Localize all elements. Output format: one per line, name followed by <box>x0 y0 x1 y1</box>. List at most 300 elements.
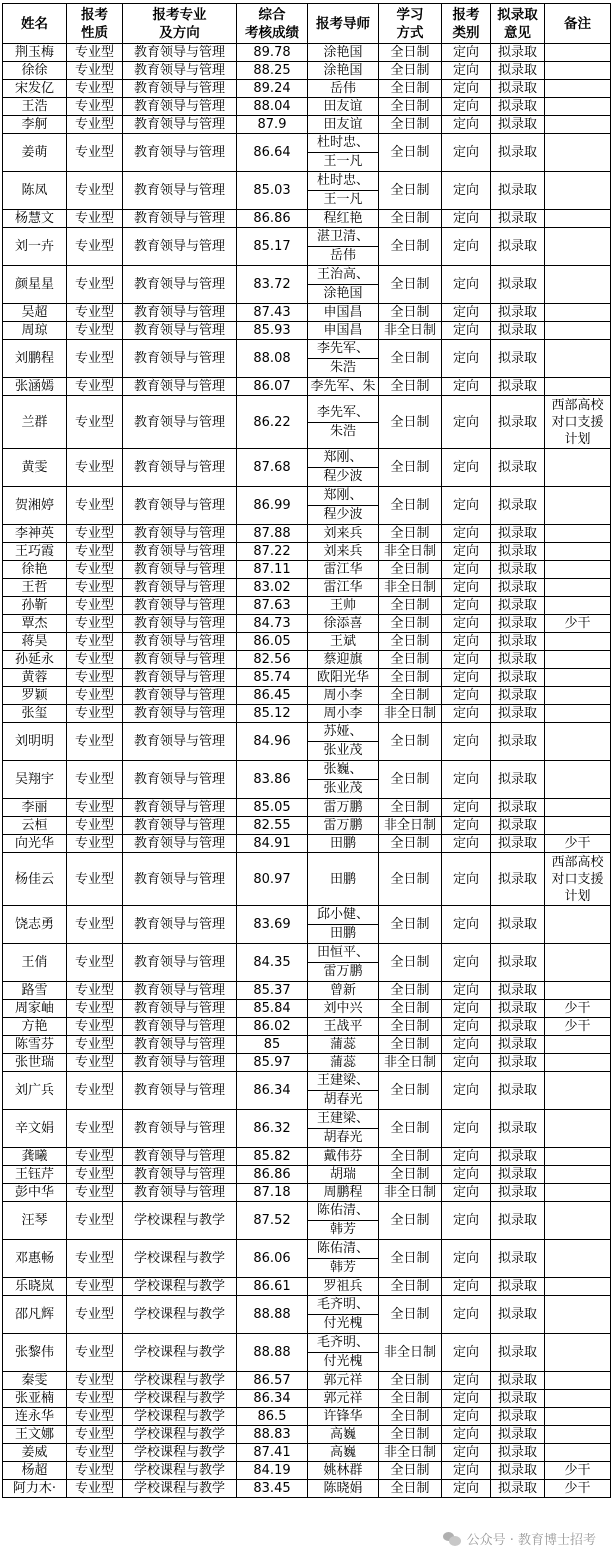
cell-study-mode: 全日制 <box>379 615 442 633</box>
cell-opinion: 拟录取 <box>491 543 545 561</box>
cell-remark <box>545 172 611 210</box>
cell-category: 定向 <box>442 449 491 487</box>
cell-score: 86.02 <box>237 1018 308 1036</box>
cell-score: 83.86 <box>237 761 308 799</box>
table-row <box>3 340 611 378</box>
cell-category: 定向 <box>442 44 491 62</box>
cell-major: 教育领导与管理 <box>123 487 237 525</box>
cell-opinion: 拟录取 <box>491 116 545 134</box>
cell-mentor <box>308 1202 379 1240</box>
cell-mentor: 刘来兵 <box>308 543 379 561</box>
table-row <box>3 1110 611 1148</box>
cell-nature: 专业型 <box>67 1110 123 1148</box>
mentor-line: 杜时忠、 <box>308 134 378 153</box>
cell-study-mode: 非全日制 <box>379 543 442 561</box>
cell-score: 82.55 <box>237 817 308 835</box>
cell-major: 教育领导与管理 <box>123 761 237 799</box>
cell-major: 教育领导与管理 <box>123 799 237 817</box>
cell-category: 定向 <box>442 172 491 210</box>
cell-score: 87.9 <box>237 116 308 134</box>
table-row <box>3 266 611 304</box>
cell-name: 向光华 <box>3 835 67 853</box>
cell-score: 86.06 <box>237 1240 308 1278</box>
cell-nature: 专业型 <box>67 62 123 80</box>
cell-opinion: 拟录取 <box>491 80 545 98</box>
cell-nature: 专业型 <box>67 1480 123 1498</box>
cell-remark <box>545 579 611 597</box>
cell-category: 定向 <box>442 1480 491 1498</box>
cell-mentor <box>308 228 379 266</box>
cell-nature: 专业型 <box>67 80 123 98</box>
cell-nature: 专业型 <box>67 116 123 134</box>
cell-nature: 专业型 <box>67 1296 123 1334</box>
cell-name: 荆玉梅 <box>3 44 67 62</box>
mentor-line: 雷万鹏 <box>323 964 363 979</box>
cell-study-mode: 全日制 <box>379 1296 442 1334</box>
cell-name: 颜星星 <box>3 266 67 304</box>
cell-name: 王钰芹 <box>3 1166 67 1184</box>
cell-opinion: 拟录取 <box>491 799 545 817</box>
cell-category: 定向 <box>442 705 491 723</box>
cell-mentor <box>308 761 379 799</box>
cell-score: 86.45 <box>237 687 308 705</box>
cell-name: 徐徐 <box>3 62 67 80</box>
cell-nature: 专业型 <box>67 1334 123 1372</box>
cell-remark <box>545 228 611 266</box>
cell-major: 教育领导与管理 <box>123 80 237 98</box>
cell-category: 定向 <box>442 1018 491 1036</box>
cell-mentor: 姚林群 <box>308 1462 379 1480</box>
table-row <box>3 723 611 761</box>
cell-major: 学校课程与教学 <box>123 1462 237 1480</box>
cell-study-mode: 全日制 <box>379 1110 442 1148</box>
cell-study-mode: 全日制 <box>379 1166 442 1184</box>
cell-category: 定向 <box>442 378 491 396</box>
cell-name: 云桓 <box>3 817 67 835</box>
cell-category: 定向 <box>442 761 491 799</box>
table-row <box>3 761 611 799</box>
cell-remark <box>545 1202 611 1240</box>
table-row <box>3 44 611 62</box>
cell-nature: 专业型 <box>67 172 123 210</box>
cell-nature: 专业型 <box>67 799 123 817</box>
cell-major: 教育领导与管理 <box>123 687 237 705</box>
table-row <box>3 1480 611 1498</box>
cell-study-mode: 全日制 <box>379 266 442 304</box>
cell-study-mode: 全日制 <box>379 228 442 266</box>
cell-mentor <box>308 172 379 210</box>
cell-opinion: 拟录取 <box>491 1480 545 1498</box>
cell-score: 85.17 <box>237 228 308 266</box>
cell-category: 定向 <box>442 1110 491 1148</box>
mentor-line: 杜时忠、 <box>308 172 378 191</box>
table-row <box>3 304 611 322</box>
cell-mentor <box>308 266 379 304</box>
cell-study-mode: 全日制 <box>379 1018 442 1036</box>
cell-remark: 少干 <box>545 1018 611 1036</box>
cell-mentor: 刘来兵 <box>308 525 379 543</box>
cell-study-mode: 全日制 <box>379 761 442 799</box>
cell-mentor: 雷万鹏 <box>308 817 379 835</box>
mentor-line: 王一凡 <box>323 154 363 169</box>
cell-score: 86.34 <box>237 1390 308 1408</box>
cell-mentor: 李先军、朱 <box>308 378 379 396</box>
table-row <box>3 579 611 597</box>
cell-nature: 专业型 <box>67 1036 123 1054</box>
cell-nature: 专业型 <box>67 687 123 705</box>
cell-study-mode: 全日制 <box>379 80 442 98</box>
cell-score: 88.83 <box>237 1426 308 1444</box>
cell-nature: 专业型 <box>67 1148 123 1166</box>
mentor-line: 田鹏 <box>329 926 356 941</box>
cell-major: 教育领导与管理 <box>123 982 237 1000</box>
cell-mentor: 田友谊 <box>308 98 379 116</box>
cell-score: 86.34 <box>237 1072 308 1110</box>
mentor-line: 李先军、 <box>308 404 378 423</box>
mentor-line: 郑刚、 <box>308 449 378 468</box>
cell-mentor: 许锋华 <box>308 1408 379 1426</box>
table-row <box>3 228 611 266</box>
cell-name: 王浩 <box>3 98 67 116</box>
cell-name: 陈凤 <box>3 172 67 210</box>
header-category: 报考 类别 <box>442 4 491 44</box>
table-row <box>3 1278 611 1296</box>
cell-study-mode: 全日制 <box>379 210 442 228</box>
cell-opinion: 拟录取 <box>491 98 545 116</box>
cell-study-mode: 全日制 <box>379 1408 442 1426</box>
cell-score: 86.5 <box>237 1408 308 1426</box>
cell-mentor: 田鹏 <box>308 835 379 853</box>
cell-major: 教育领导与管理 <box>123 723 237 761</box>
table-row <box>3 1054 611 1072</box>
cell-remark <box>545 378 611 396</box>
cell-name: 周家岫 <box>3 1000 67 1018</box>
cell-mentor: 戴伟芬 <box>308 1148 379 1166</box>
cell-opinion: 拟录取 <box>491 44 545 62</box>
mentor-line: 王治高、 <box>308 266 378 285</box>
cell-mentor: 申国昌 <box>308 322 379 340</box>
cell-score: 87.88 <box>237 525 308 543</box>
cell-major: 教育领导与管理 <box>123 1072 237 1110</box>
table-row <box>3 817 611 835</box>
cell-opinion: 拟录取 <box>491 1184 545 1202</box>
cell-nature: 专业型 <box>67 487 123 525</box>
table-row <box>3 1444 611 1462</box>
cell-remark <box>545 705 611 723</box>
cell-category: 定向 <box>442 1036 491 1054</box>
cell-remark <box>545 1408 611 1426</box>
cell-study-mode: 全日制 <box>379 687 442 705</box>
cell-major: 教育领导与管理 <box>123 396 237 449</box>
cell-score: 85.37 <box>237 982 308 1000</box>
cell-category: 定向 <box>442 615 491 633</box>
cell-mentor: 王战平 <box>308 1018 379 1036</box>
cell-mentor: 周小李 <box>308 705 379 723</box>
cell-remark <box>545 1278 611 1296</box>
cell-major: 教育领导与管理 <box>123 615 237 633</box>
cell-mentor: 申国昌 <box>308 304 379 322</box>
cell-score: 88.25 <box>237 62 308 80</box>
cell-name: 孙靳 <box>3 597 67 615</box>
cell-mentor <box>308 340 379 378</box>
cell-opinion: 拟录取 <box>491 1202 545 1240</box>
cell-name: 张世瑞 <box>3 1054 67 1072</box>
cell-remark: 西部高校 对口支援 计划 <box>545 396 611 449</box>
cell-name: 杨佳云 <box>3 853 67 906</box>
cell-remark <box>545 266 611 304</box>
cell-remark <box>545 944 611 982</box>
cell-study-mode: 全日制 <box>379 487 442 525</box>
table-row <box>3 1240 611 1278</box>
cell-name: 吴翔宇 <box>3 761 67 799</box>
cell-nature: 专业型 <box>67 340 123 378</box>
table-row <box>3 705 611 723</box>
cell-category: 定向 <box>442 210 491 228</box>
cell-name: 姜威 <box>3 1444 67 1462</box>
cell-remark <box>545 1372 611 1390</box>
cell-category: 定向 <box>442 525 491 543</box>
cell-major: 学校课程与教学 <box>123 1372 237 1390</box>
cell-opinion: 拟录取 <box>491 1444 545 1462</box>
mentor-line: 陈佑清、 <box>308 1202 378 1221</box>
cell-category: 定向 <box>442 1462 491 1480</box>
cell-name: 黄雯 <box>3 449 67 487</box>
cell-major: 学校课程与教学 <box>123 1240 237 1278</box>
table-row <box>3 1202 611 1240</box>
cell-major: 教育领导与管理 <box>123 116 237 134</box>
cell-major: 教育领导与管理 <box>123 172 237 210</box>
mentor-line: 苏娅、 <box>308 723 378 742</box>
cell-opinion: 拟录取 <box>491 906 545 944</box>
cell-mentor: 涂艳国 <box>308 62 379 80</box>
cell-category: 定向 <box>442 1148 491 1166</box>
cell-score: 87.18 <box>237 1184 308 1202</box>
cell-name: 阿力木· <box>3 1480 67 1498</box>
cell-study-mode: 全日制 <box>379 1426 442 1444</box>
cell-study-mode: 全日制 <box>379 1462 442 1480</box>
cell-category: 定向 <box>442 1426 491 1444</box>
cell-score: 85.97 <box>237 1054 308 1072</box>
cell-remark <box>545 1054 611 1072</box>
table-row <box>3 1390 611 1408</box>
cell-opinion: 拟录取 <box>491 396 545 449</box>
cell-study-mode: 全日制 <box>379 449 442 487</box>
cell-category: 定向 <box>442 1408 491 1426</box>
cell-name: 杨慧文 <box>3 210 67 228</box>
cell-major: 教育领导与管理 <box>123 579 237 597</box>
cell-opinion: 拟录取 <box>491 687 545 705</box>
cell-name: 王文娜 <box>3 1426 67 1444</box>
cell-opinion: 拟录取 <box>491 853 545 906</box>
cell-major: 学校课程与教学 <box>123 1202 237 1240</box>
cell-nature: 专业型 <box>67 449 123 487</box>
header-major: 报考专业 及方向 <box>123 4 237 44</box>
cell-opinion: 拟录取 <box>491 1296 545 1334</box>
cell-category: 定向 <box>442 687 491 705</box>
cell-major: 学校课程与教学 <box>123 1390 237 1408</box>
cell-category: 定向 <box>442 817 491 835</box>
cell-remark <box>545 80 611 98</box>
table-row <box>3 378 611 396</box>
cell-name: 贺湘婷 <box>3 487 67 525</box>
cell-score: 84.19 <box>237 1462 308 1480</box>
cell-opinion: 拟录取 <box>491 817 545 835</box>
cell-nature: 专业型 <box>67 322 123 340</box>
table-row <box>3 1036 611 1054</box>
cell-category: 定向 <box>442 228 491 266</box>
cell-mentor: 涂艳国 <box>308 44 379 62</box>
cell-mentor: 郭元祥 <box>308 1372 379 1390</box>
header-remark: 备注 <box>545 4 611 44</box>
cell-category: 定向 <box>442 1278 491 1296</box>
cell-score: 82.56 <box>237 651 308 669</box>
cell-mentor: 郭元祥 <box>308 1390 379 1408</box>
cell-score: 87.22 <box>237 543 308 561</box>
cell-name: 邵凡辉 <box>3 1296 67 1334</box>
cell-nature: 专业型 <box>67 906 123 944</box>
cell-study-mode: 非全日制 <box>379 817 442 835</box>
cell-mentor <box>308 723 379 761</box>
cell-mentor <box>308 134 379 172</box>
cell-study-mode: 全日制 <box>379 378 442 396</box>
cell-mentor <box>308 1334 379 1372</box>
cell-mentor: 欧阳光华 <box>308 669 379 687</box>
cell-opinion: 拟录取 <box>491 982 545 1000</box>
cell-score: 83.72 <box>237 266 308 304</box>
cell-major: 教育领导与管理 <box>123 651 237 669</box>
cell-score: 86.32 <box>237 1110 308 1148</box>
header-name: 姓名 <box>3 4 67 44</box>
cell-remark <box>545 487 611 525</box>
cell-study-mode: 全日制 <box>379 1000 442 1018</box>
cell-category: 定向 <box>442 80 491 98</box>
header-row <box>3 4 611 44</box>
mentor-line: 湛卫清、 <box>308 228 378 247</box>
cell-study-mode: 全日制 <box>379 1072 442 1110</box>
cell-category: 定向 <box>442 669 491 687</box>
cell-study-mode: 非全日制 <box>379 1444 442 1462</box>
cell-category: 定向 <box>442 1372 491 1390</box>
cell-nature: 专业型 <box>67 1426 123 1444</box>
cell-study-mode: 全日制 <box>379 723 442 761</box>
cell-mentor <box>308 1072 379 1110</box>
cell-nature: 专业型 <box>67 378 123 396</box>
cell-mentor: 蔡迎旗 <box>308 651 379 669</box>
cell-opinion: 拟录取 <box>491 1000 545 1018</box>
table-row <box>3 116 611 134</box>
cell-category: 定向 <box>442 1202 491 1240</box>
cell-major: 教育领导与管理 <box>123 134 237 172</box>
cell-nature: 专业型 <box>67 1054 123 1072</box>
cell-remark <box>545 597 611 615</box>
mentor-line: 田恒平、 <box>308 944 378 963</box>
mentor-line: 王一凡 <box>323 192 363 207</box>
cell-score: 83.69 <box>237 906 308 944</box>
cell-major: 教育领导与管理 <box>123 1000 237 1018</box>
cell-major: 教育领导与管理 <box>123 98 237 116</box>
cell-remark <box>545 304 611 322</box>
cell-study-mode: 全日制 <box>379 1372 442 1390</box>
cell-category: 定向 <box>442 487 491 525</box>
cell-major: 教育领导与管理 <box>123 304 237 322</box>
cell-remark <box>545 633 611 651</box>
cell-opinion: 拟录取 <box>491 761 545 799</box>
cell-name: 饶志勇 <box>3 906 67 944</box>
cell-remark: 西部高校 对口支援 计划 <box>545 853 611 906</box>
cell-remark <box>545 561 611 579</box>
cell-category: 定向 <box>442 1000 491 1018</box>
cell-study-mode: 全日制 <box>379 651 442 669</box>
cell-category: 定向 <box>442 944 491 982</box>
cell-remark <box>545 1148 611 1166</box>
cell-opinion: 拟录取 <box>491 1054 545 1072</box>
cell-major: 教育领导与管理 <box>123 705 237 723</box>
cell-name: 王哲 <box>3 579 67 597</box>
cell-category: 定向 <box>442 651 491 669</box>
cell-mentor: 陈晓娟 <box>308 1480 379 1498</box>
cell-opinion: 拟录取 <box>491 1072 545 1110</box>
cell-major: 学校课程与教学 <box>123 1408 237 1426</box>
cell-category: 定向 <box>442 396 491 449</box>
cell-remark <box>545 44 611 62</box>
cell-remark <box>545 98 611 116</box>
cell-name: 秦雯 <box>3 1372 67 1390</box>
cell-study-mode: 非全日制 <box>379 1054 442 1072</box>
cell-major: 教育领导与管理 <box>123 1036 237 1054</box>
mentor-line: 毛齐明、 <box>308 1334 378 1353</box>
cell-study-mode: 全日制 <box>379 304 442 322</box>
mentor-line: 张巍、 <box>308 761 378 780</box>
cell-name: 连永华 <box>3 1408 67 1426</box>
cell-category: 定向 <box>442 116 491 134</box>
cell-opinion: 拟录取 <box>491 944 545 982</box>
cell-score: 84.73 <box>237 615 308 633</box>
cell-study-mode: 全日制 <box>379 597 442 615</box>
cell-nature: 专业型 <box>67 1278 123 1296</box>
cell-opinion: 拟录取 <box>491 62 545 80</box>
cell-category: 定向 <box>442 98 491 116</box>
cell-major: 教育领导与管理 <box>123 1110 237 1148</box>
cell-major: 教育领导与管理 <box>123 449 237 487</box>
table-row <box>3 322 611 340</box>
cell-mentor <box>308 1240 379 1278</box>
cell-opinion: 拟录取 <box>491 1408 545 1426</box>
cell-name: 方艳 <box>3 1018 67 1036</box>
cell-score: 85.93 <box>237 322 308 340</box>
mentor-line: 付光槐 <box>323 1354 363 1369</box>
cell-score: 80.97 <box>237 853 308 906</box>
cell-opinion: 拟录取 <box>491 1426 545 1444</box>
cell-study-mode: 全日制 <box>379 1278 442 1296</box>
cell-remark <box>545 1426 611 1444</box>
cell-nature: 专业型 <box>67 525 123 543</box>
cell-nature: 专业型 <box>67 1462 123 1480</box>
cell-name: 宋发亿 <box>3 80 67 98</box>
cell-study-mode: 全日制 <box>379 944 442 982</box>
cell-nature: 专业型 <box>67 543 123 561</box>
cell-score: 84.35 <box>237 944 308 982</box>
cell-major: 教育领导与管理 <box>123 228 237 266</box>
cell-name: 路雪 <box>3 982 67 1000</box>
cell-score: 87.63 <box>237 597 308 615</box>
cell-study-mode: 全日制 <box>379 561 442 579</box>
cell-opinion: 拟录取 <box>491 1166 545 1184</box>
cell-score: 85 <box>237 1036 308 1054</box>
cell-nature: 专业型 <box>67 1166 123 1184</box>
cell-nature: 专业型 <box>67 633 123 651</box>
cell-score: 86.57 <box>237 1372 308 1390</box>
cell-score: 87.41 <box>237 1444 308 1462</box>
